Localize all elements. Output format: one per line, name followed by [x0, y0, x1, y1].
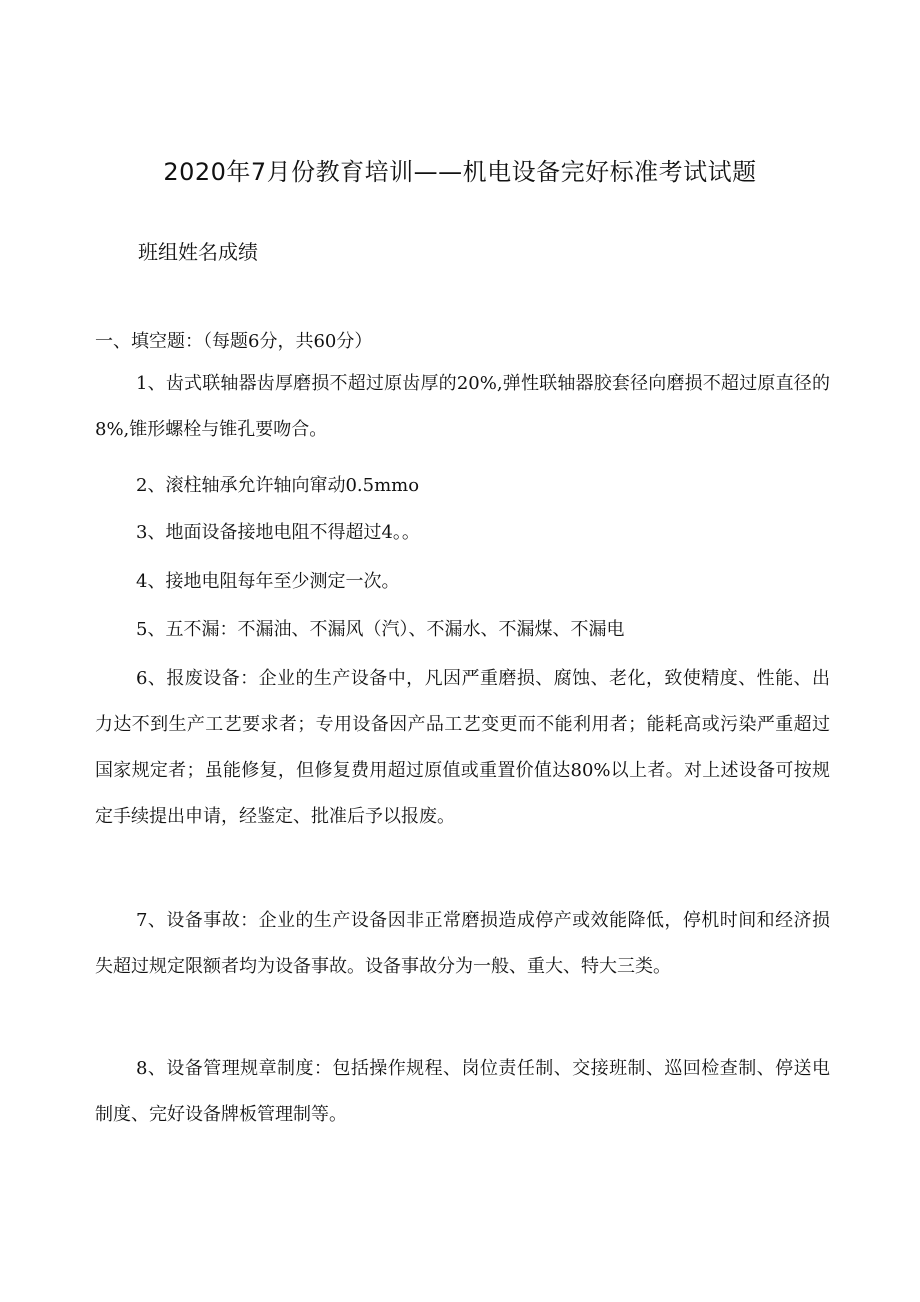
- question-text: 1、齿式联轴器齿厚磨损不超过原齿厚的20%,弹性联轴器胶套径向磨损不超过原直径的8%,锥形螺栓与锥孔要吻合。: [95, 373, 830, 440]
- question-text: 3、地面设备接地电阻不得超过4。。: [136, 522, 420, 543]
- question-text: 4、接地电阻每年至少测定一次。: [136, 571, 400, 592]
- question-7: [95, 898, 830, 990]
- question-text: 5、五不漏：不漏油、不漏风（汽）、不漏水、不漏煤、不漏电: [136, 619, 625, 640]
- section-heading: 一、填空题：（每题6分，共60分）: [95, 331, 373, 352]
- question-text: 2、滚柱轴承允许轴向窜动0.5mmo: [136, 475, 420, 496]
- question-6: [95, 656, 830, 840]
- question-3: [95, 510, 830, 556]
- question-2: [95, 463, 830, 509]
- question-text: 8、设备管理规章制度：包括操作规程、岗位责任制、交接班制、巡回检查制、停送电制度、完好设备牌板管理制等。: [95, 1058, 830, 1125]
- question-8: [95, 1046, 830, 1138]
- page-title: 2020年7月份教育培训——机电设备完好标准考试试题: [163, 158, 757, 186]
- question-text: 6、报废设备：企业的生产设备中，凡因严重磨损、腐蚀、老化，致使精度、性能、出力达不到生产工艺要求者；专用设备因产品工艺变更而不能利用者；能耗高或污染严重超过国家规定者；虽能修复，但修复费用超过原值或重置价值达80%以上者。对上述设备可按规定手续提出申请，经鉴定、批准后予以报废。: [95, 668, 830, 827]
- question-1: [95, 361, 830, 453]
- question-5: [95, 607, 830, 653]
- question-text: 7、设备事故：企业的生产设备因非正常磨损造成停产或效能降低，停机时间和经济损失超过规定限额者均为设备事故。设备事故分为一般、重大、特大三类。: [95, 910, 830, 977]
- class-name-score-line: 班组姓名成绩: [138, 240, 258, 264]
- question-4: [95, 559, 830, 605]
